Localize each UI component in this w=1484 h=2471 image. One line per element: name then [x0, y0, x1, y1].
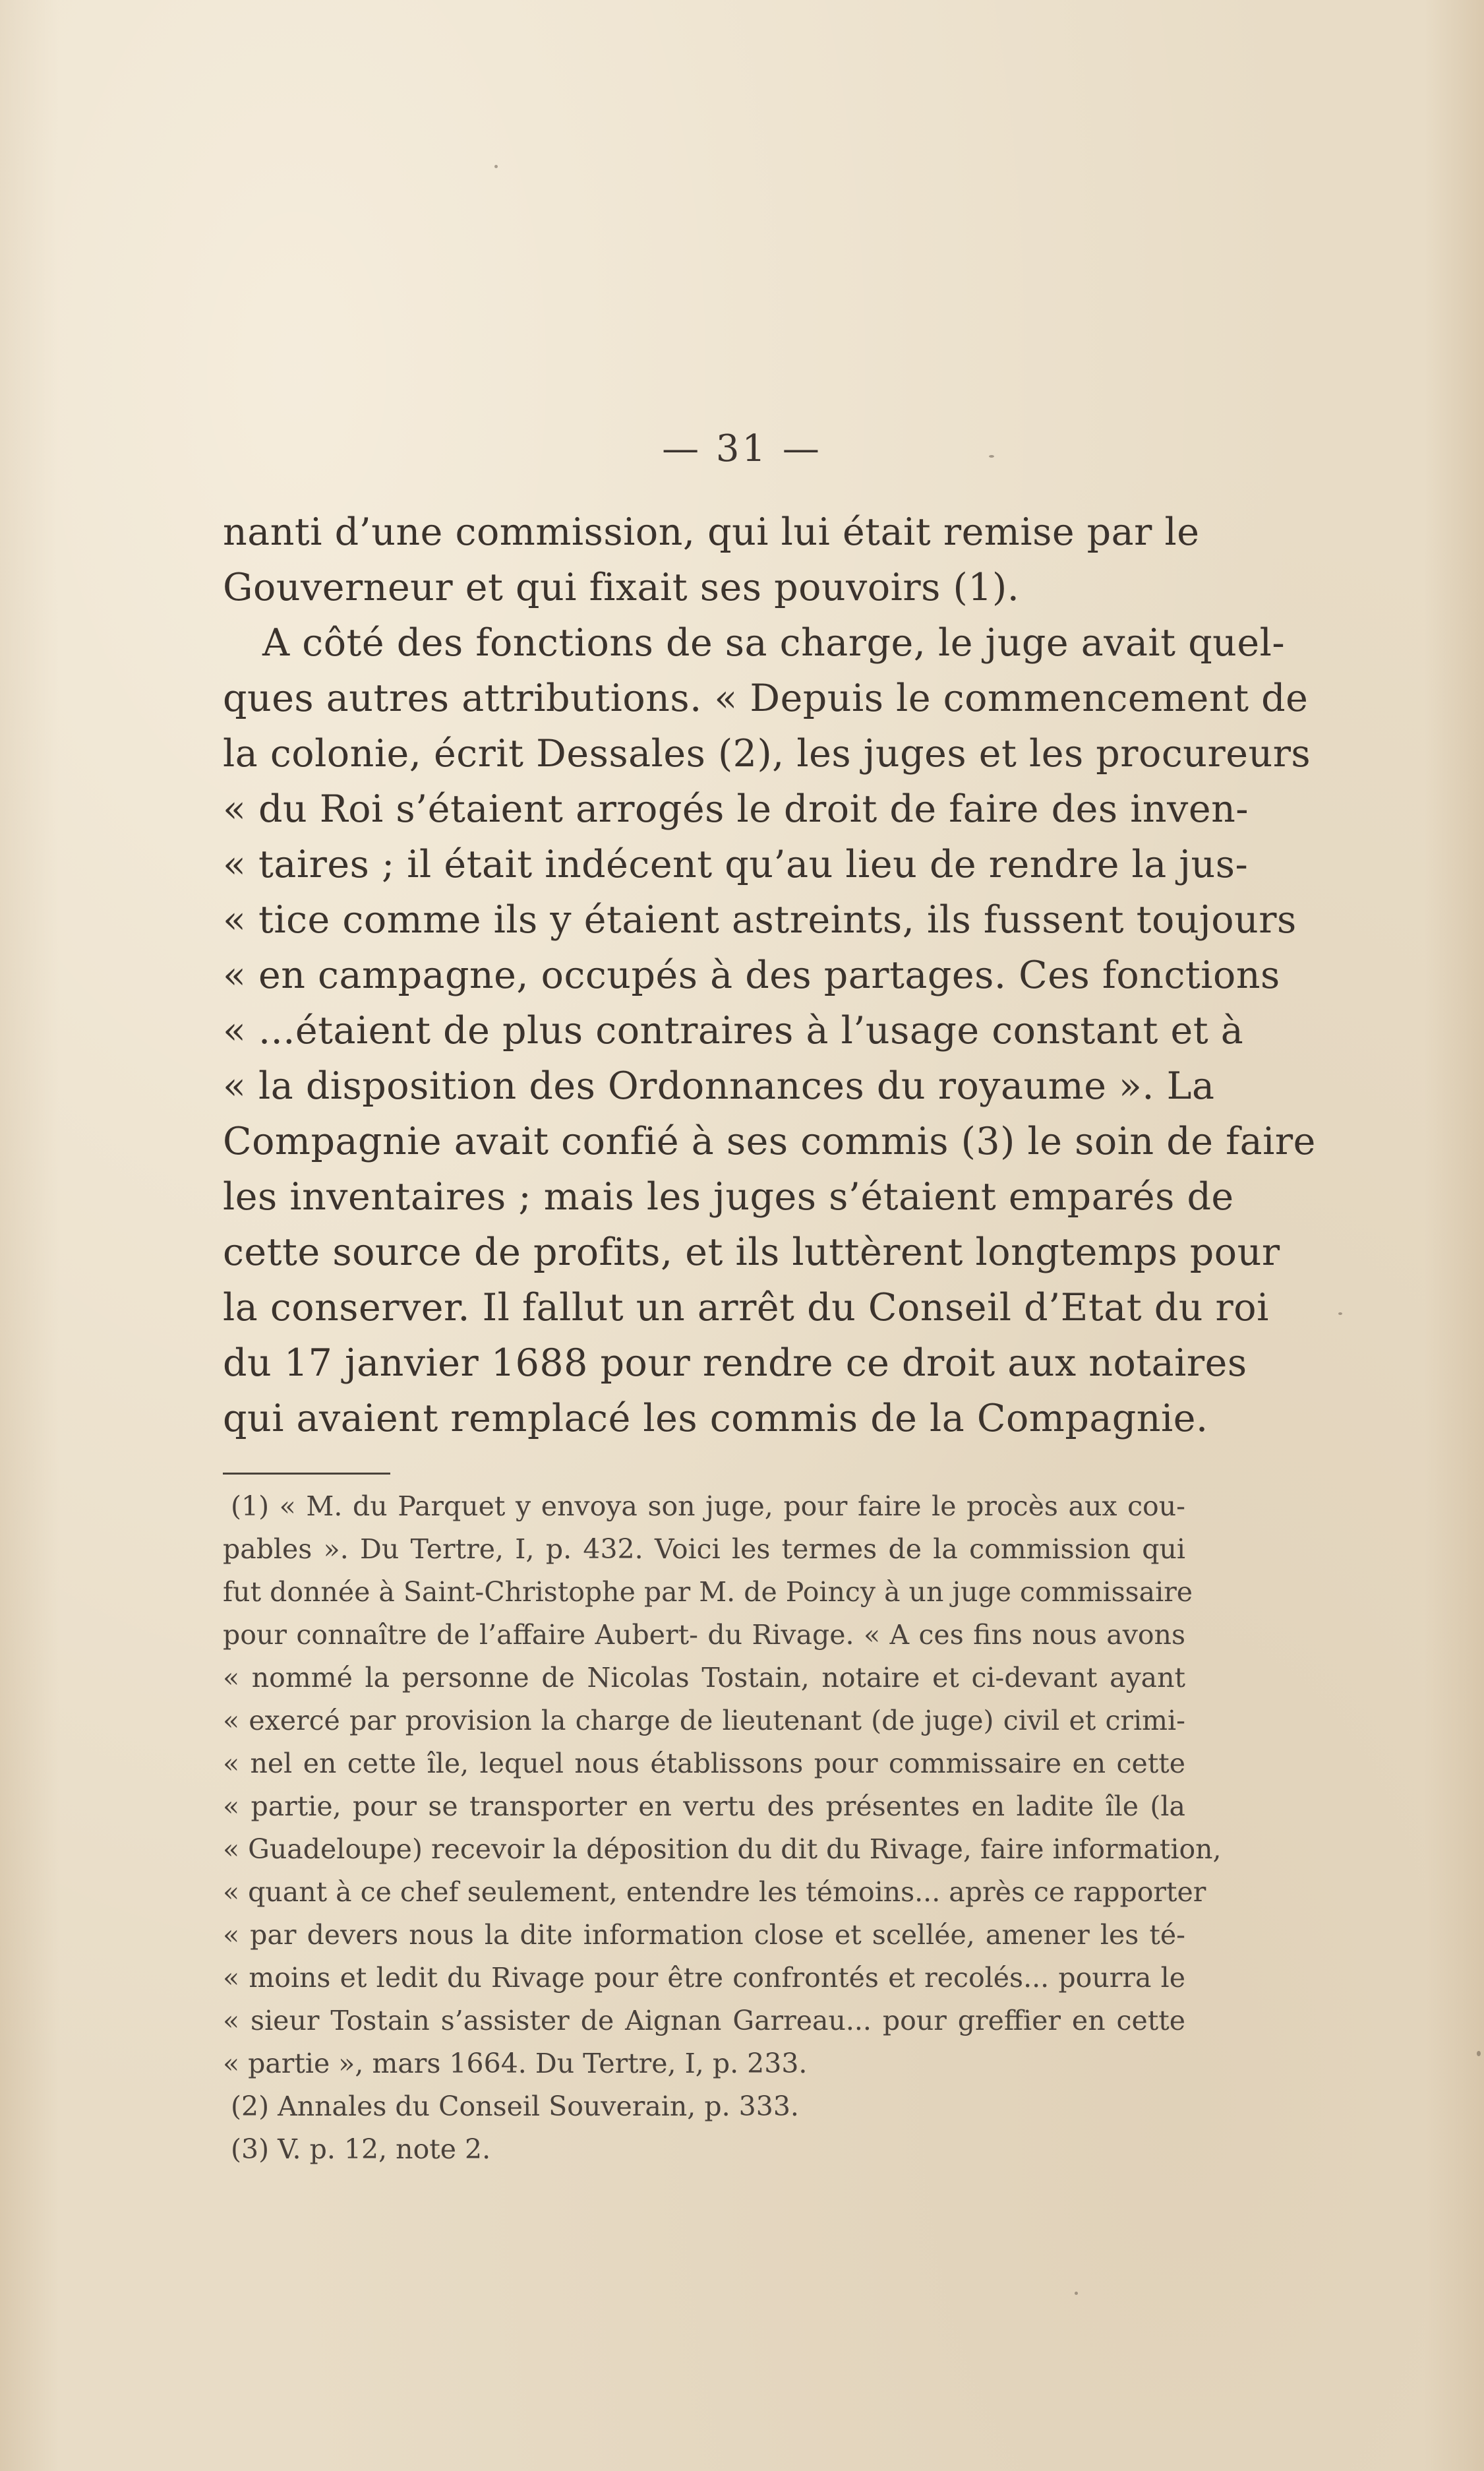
- footnote-line: pables ». Du Tertre, I, p. 432. Voici les termes de la commission qui: [223, 1533, 1185, 1565]
- main-text-block: [223, 504, 1316, 1446]
- main-text-line: « ...étaient de plus contraires à l’usage constant et à: [223, 1009, 1244, 1052]
- main-text-line: « taires ; il était indécent qu’au lieu de rendre la jus-: [223, 843, 1249, 886]
- main-text-line: les inventaires ; mais les juges s’étaient emparés de: [223, 1175, 1234, 1219]
- footnote-line: « Guadeloupe) recevoir la déposition du dit du Rivage, faire information,: [223, 1833, 1222, 1865]
- main-text-line: la colonie, écrit Dessales (2), les juges et les procureurs: [223, 732, 1311, 776]
- main-text-line: du 17 janvier 1688 pour rendre ce droit aux notaires: [223, 1341, 1247, 1385]
- main-text-line: ques autres attributions. « Depuis le commencement de: [223, 677, 1309, 720]
- main-text-line: qui avaient remplacé les commis de la Compagnie.: [223, 1397, 1208, 1440]
- paper-speck: [989, 455, 994, 458]
- main-text-line: « tice comme ils y étaient astreints, ils fussent toujours: [223, 898, 1297, 942]
- main-text-line: A côté des fonctions de sa charge, le juge avait quel-: [262, 621, 1286, 665]
- main-text-line: cette source de profits, et ils luttèrent longtemps pour: [223, 1231, 1280, 1274]
- main-text-line: « en campagne, occupés à des partages. Ces fonctions: [223, 954, 1280, 997]
- footnote-line: « quant à ce chef seulement, entendre les témoins... après ce rapporter: [223, 1876, 1206, 1908]
- footnote-line: « partie, pour se transporter en vertu des présentes en ladite île (la: [223, 1790, 1185, 1822]
- main-text-line: nanti d’une commission, qui lui était remise par le: [223, 510, 1200, 554]
- footnote-line: fut donnée à Saint-Christophe par M. de Poincy à un juge commissaire: [223, 1576, 1193, 1608]
- main-text-line: la conserver. Il fallut un arrêt du Conseil d’Etat du roi: [223, 1286, 1269, 1329]
- footnote-line: (2) Annales du Conseil Souverain, p. 333.: [231, 2090, 799, 2122]
- footnote-line: « nommé la personne de Nicolas Tostain, notaire et ci-devant ayant: [223, 1662, 1185, 1693]
- main-text-line: Compagnie avait confié à ses commis (3) le soin de faire: [223, 1120, 1316, 1163]
- footnote-line: « moins et ledit du Rivage pour être confrontés et recolés... pourra le: [223, 1962, 1185, 1994]
- paper-speck: [494, 165, 498, 168]
- footnote-separator: [223, 1473, 390, 1475]
- main-text-line: « la disposition des Ordonnances du royaume ». La: [223, 1064, 1215, 1108]
- paper-speck: [1338, 1312, 1342, 1315]
- footnote-line: « par devers nous la dite information close et scellée, amener les té-: [223, 1919, 1185, 1951]
- footnotes-block: [223, 1485, 1222, 2171]
- paper-speck: [1075, 2292, 1078, 2295]
- paper-speck: [1477, 2051, 1481, 2056]
- footnote-line: « nel en cette île, lequel nous établissons pour commissaire en cette: [223, 1748, 1185, 1779]
- footnote-line: « sieur Tostain s’assister de Aignan Garreau... pour greffier en cette: [223, 2005, 1185, 2036]
- main-text-line: « du Roi s’étaient arrogés le droit de faire des inven-: [223, 787, 1249, 831]
- footnote-line: « partie », mars 1664. Du Tertre, I, p. 233.: [223, 2048, 808, 2079]
- footnote-line: (1) « M. du Parquet y envoya son juge, pour faire le procès aux cou-: [231, 1490, 1185, 1522]
- main-text-line: Gouverneur et qui fixait ses pouvoirs (1).: [223, 566, 1020, 609]
- page-number: — 31 —: [662, 427, 822, 470]
- footnote-line: (3) V. p. 12, note 2.: [231, 2133, 491, 2165]
- footnote-line: « exercé par provision la charge de lieutenant (de juge) civil et crimi-: [223, 1705, 1185, 1736]
- footnote-line: pour connaître de l’affaire Aubert- du Rivage. « A ces fins nous avons: [223, 1619, 1185, 1651]
